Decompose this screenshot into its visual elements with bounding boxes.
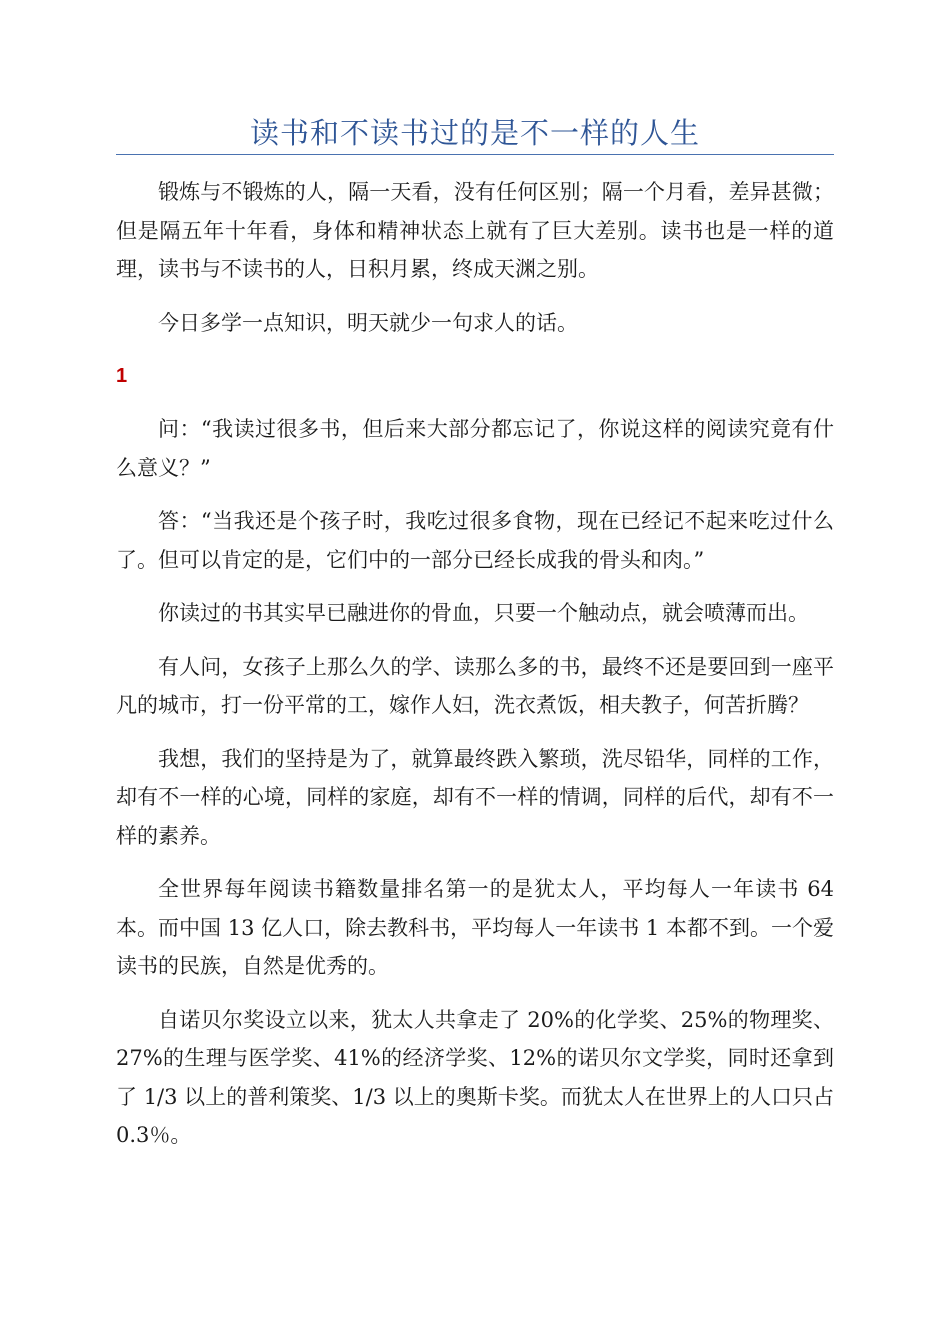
section-paragraph-7: 自诺贝尔奖设立以来，犹太人共拿走了 20%的化学奖、25%的物理奖、27%的生理与医学奖、41%的经济学奖、12%的诺贝尔文学奖，同时还拿到了 1/3 以上的普利策奖、1/3 以上的奥斯卡奖。而犹太人在世界上的人口只占 0.3％。 [116, 1007, 834, 1147]
document-body [116, 173, 834, 1170]
section-number: 1 [116, 365, 128, 387]
section-paragraph-5: 我想，我们的坚持是为了，就算最终跌入繁琐，洗尽铅华，同样的工作，却有不一样的心境，同样的家庭，却有不一样的情调，同样的后代，却有不一样的素养。 [116, 746, 834, 848]
section-paragraph-6: 全世界每年阅读书籍数量排名第一的是犹太人，平均每人一年读书 64 本。而中国 13 亿人口，除去教科书，平均每人一年读书 1 本都不到。一个爱读书的民族，自然是优秀的。 [116, 877, 834, 978]
intro-paragraph-2: 今日多学一点知识，明天就少一句求人的话。 [158, 310, 578, 335]
section-paragraph-question: 问：“我读过很多书，但后来大部分都忘记了，你说这样的阅读究竟有什么意义？” [116, 417, 834, 480]
section-paragraph-4: 有人问，女孩子上那么久的学、读那么多的书，最终不还是要回到一座平凡的城市，打一份平常的工，嫁作人妇，洗衣煮饭，相夫教子，何苦折腾？ [116, 654, 834, 717]
section-paragraph-answer: 答：“当我还是个孩子时，我吃过很多食物，现在已经记不起来吃过什么了。但可以肯定的是，它们中的一部分已经长成我的骨头和肉。” [116, 509, 834, 572]
title-underline [116, 154, 834, 155]
section-paragraph-3: 你读过的书其实早已融进你的骨血，只要一个触动点，就会喷薄而出。 [158, 601, 809, 625]
intro-paragraph-1: 锻炼与不锻炼的人，隔一天看，没有任何区别；隔一个月看，差异甚微；但是隔五年十年看，身体和精神状态上就有了巨大差别。读书也是一样的道理，读书与不读书的人，日积月累，终成天渊之别。 [116, 180, 834, 281]
document-title: 读书和不读书过的是不一样的人生 [249, 116, 700, 150]
